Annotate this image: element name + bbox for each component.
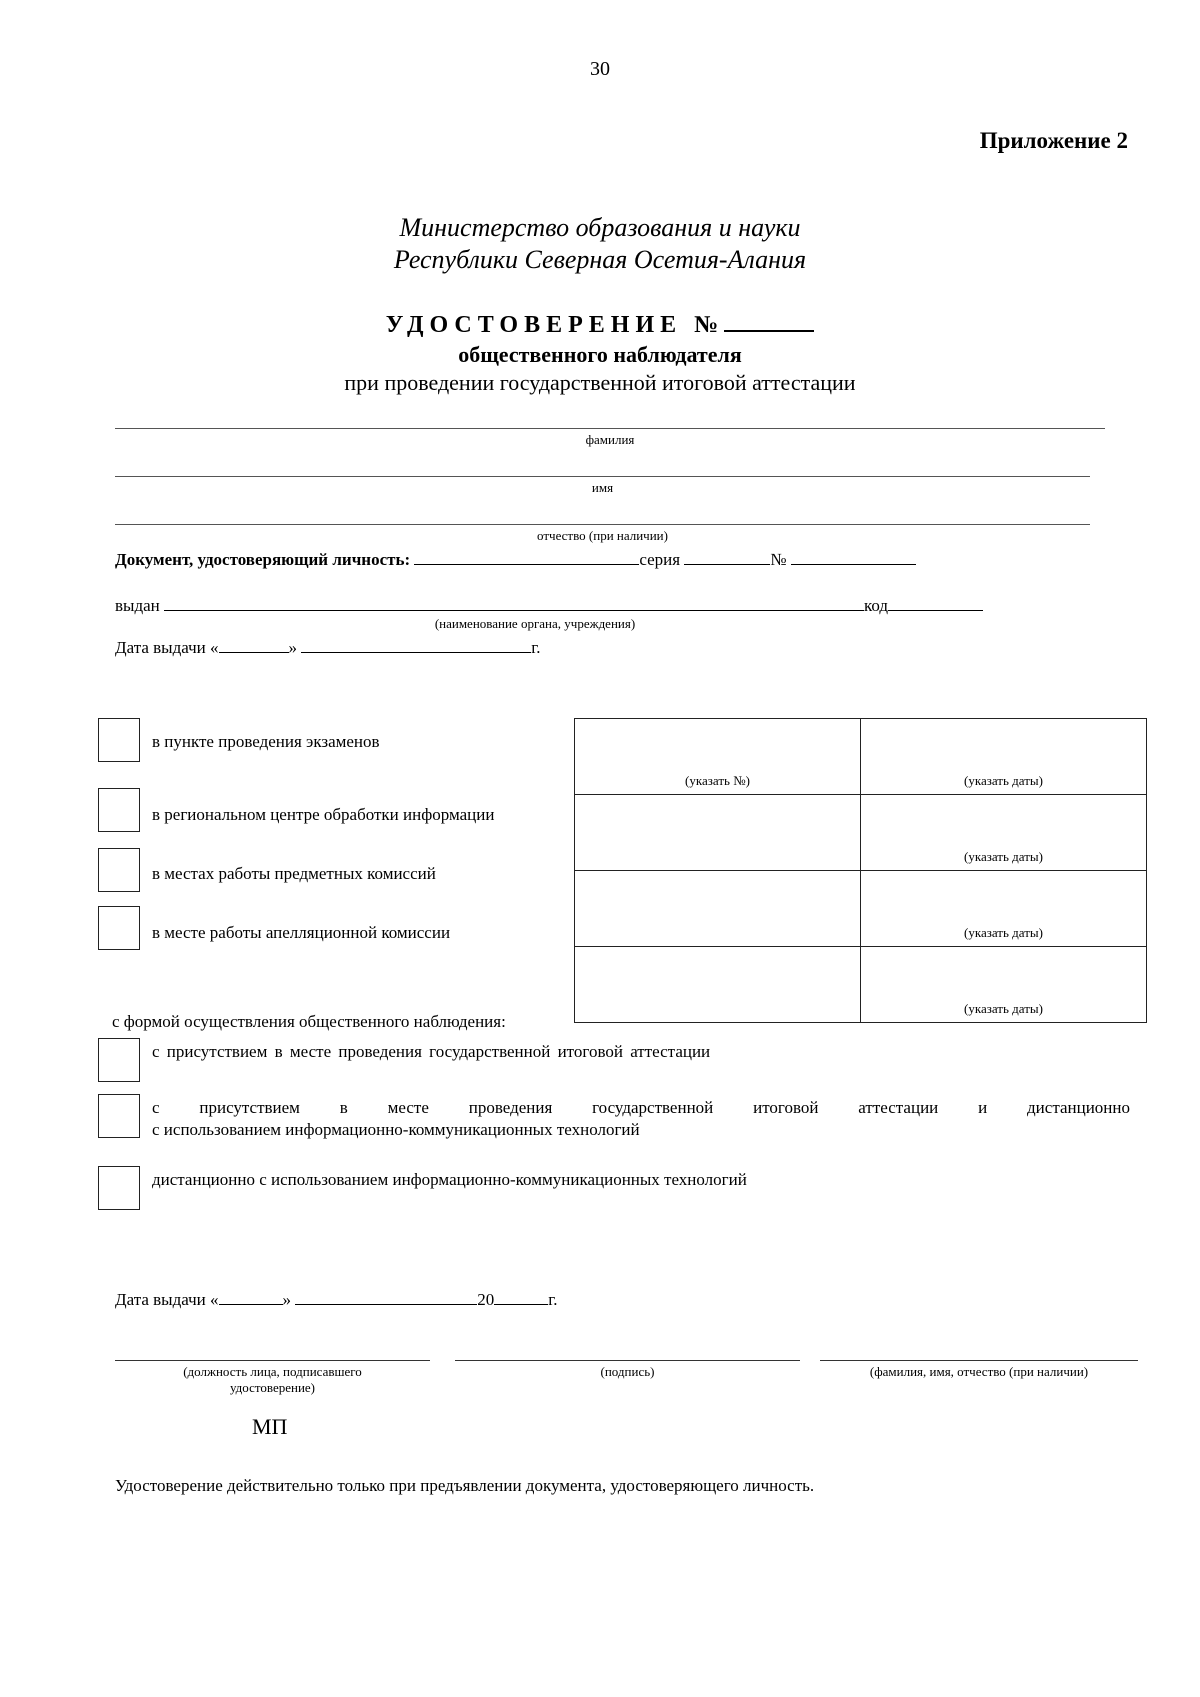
issued-row	[115, 594, 983, 616]
signature-line[interactable]	[455, 1360, 800, 1361]
issued-label: выдан	[115, 596, 160, 615]
position-caption	[115, 1364, 430, 1396]
id-document-blank[interactable]	[414, 548, 639, 565]
issuer-caption: (наименование органа, учреждения)	[434, 616, 636, 631]
signature-caption: (подпись)	[600, 1364, 655, 1379]
surname-line[interactable]	[115, 428, 1105, 429]
regional-center-number-cell[interactable]	[575, 795, 861, 871]
series-label: серия	[639, 550, 681, 569]
certificate-issue-date-label: Дата выдачи «	[115, 1290, 219, 1309]
name-line[interactable]	[115, 476, 1090, 477]
places-row-exam-point	[575, 719, 1147, 795]
issue-date-label: Дата выдачи «	[115, 638, 219, 657]
fio-caption: (фамилия, имя, отчество (при наличии)	[869, 1364, 1089, 1379]
code-blank[interactable]	[888, 594, 983, 611]
patronymic-line[interactable]	[115, 524, 1090, 525]
certificate-issue-date-row	[115, 1288, 558, 1310]
position-caption-line-2: удостоверение)	[229, 1380, 315, 1395]
place-label-appeal-commission: в месте работы апелляционной комиссии	[152, 923, 451, 942]
certificate-subtitle-2: при проведении государственной итоговой аттестации	[344, 370, 856, 395]
issue-month-blank[interactable]	[301, 636, 531, 653]
checkbox-appeal-commission[interactable]	[98, 906, 140, 950]
fio-signature-line[interactable]	[820, 1360, 1138, 1361]
certificate-century: 20	[477, 1290, 495, 1309]
appeal-commission-dates-cell[interactable]: (указать даты)	[861, 947, 1147, 1023]
appeal-commission-number-cell[interactable]	[575, 947, 861, 1023]
place-label-exam-point: в пункте проведения экзаменов	[152, 732, 380, 751]
certificate-year-suffix: г.	[548, 1290, 558, 1309]
number-label: №	[770, 550, 787, 569]
checkbox-in-person-and-remote[interactable]	[98, 1094, 140, 1138]
validity-note: Удостоверение действительно только при предъявлении документа, удостоверяющего личность.	[115, 1476, 815, 1495]
issue-day-blank[interactable]	[219, 636, 289, 653]
surname-caption: фамилия	[585, 432, 635, 447]
exam-point-dates-cell[interactable]: (указать даты)	[861, 719, 1147, 795]
certificate-number-blank[interactable]	[724, 310, 814, 332]
ministry-line-1: Министерство образования и науки	[399, 213, 801, 242]
issuer-blank[interactable]	[164, 594, 864, 611]
regional-center-dates-cell[interactable]: (указать даты)	[861, 795, 1147, 871]
places-table	[574, 718, 1147, 1023]
option-remote: дистанционно с использованием информационно-коммуникационных технологий	[152, 1170, 747, 1189]
certificate-day-blank[interactable]	[219, 1288, 283, 1305]
observation-form-heading: с формой осуществления общественного наблюдения:	[112, 1012, 506, 1031]
position-signature-line[interactable]	[115, 1360, 430, 1361]
checkbox-regional-center[interactable]	[98, 788, 140, 832]
certificate-title-text: УДОСТОВЕРЕНИЕ №	[385, 312, 725, 338]
certificate-month-blank[interactable]	[295, 1288, 477, 1305]
option-in-person-and-remote-line-1: с присутствием в месте проведения государственной итоговой аттестации и дистанционно	[152, 1098, 1130, 1117]
option-in-person: с присутствием в месте проведения государственной итоговой аттестации	[152, 1042, 711, 1061]
patronymic-caption: отчество (при наличии)	[537, 528, 668, 543]
code-label: код	[864, 596, 889, 615]
certificate-year-blank[interactable]	[494, 1288, 548, 1305]
subject-commissions-number-cell[interactable]	[575, 871, 861, 947]
checkbox-remote[interactable]	[98, 1166, 140, 1210]
ministry-heading	[0, 212, 1200, 276]
places-row-regional-center	[575, 795, 1147, 871]
number-blank[interactable]	[791, 548, 916, 565]
checkbox-in-person[interactable]	[98, 1038, 140, 1082]
subject-commissions-dates-cell[interactable]: (указать даты)	[861, 871, 1147, 947]
certificate-subtitle: общественного наблюдателя	[458, 342, 742, 367]
place-label-subject-commissions: в местах работы предметных комиссий	[152, 864, 436, 883]
id-document-label: Документ, удостоверяющий личность:	[115, 550, 411, 569]
stamp-placeholder: МП	[252, 1414, 288, 1439]
appendix-label: Приложение 2	[979, 128, 1128, 153]
place-label-regional-center: в региональном центре обработки информации	[152, 805, 495, 824]
places-row-subject-commissions	[575, 871, 1147, 947]
name-caption: имя	[591, 480, 614, 495]
issue-date-quote: »	[288, 638, 297, 657]
checkbox-subject-commissions[interactable]	[98, 848, 140, 892]
series-blank[interactable]	[684, 548, 770, 565]
places-row-appeal-commission	[575, 947, 1147, 1023]
checkbox-exam-point[interactable]	[98, 718, 140, 762]
issue-date-row	[115, 636, 541, 658]
certificate-title	[0, 310, 1200, 339]
exam-point-number-cell[interactable]: (указать №)	[575, 719, 861, 795]
id-document-row	[115, 548, 916, 570]
position-caption-line-1: (должность лица, подписавшего	[183, 1364, 362, 1379]
ministry-line-2: Республики Северная Осетия-Алания	[393, 245, 807, 274]
issue-year-suffix: г.	[531, 638, 541, 657]
certificate-issue-quote: »	[282, 1290, 291, 1309]
page-number: 30	[590, 58, 610, 80]
option-in-person-and-remote-line-2: с использованием информационно-коммуникационных технологий	[152, 1120, 640, 1139]
